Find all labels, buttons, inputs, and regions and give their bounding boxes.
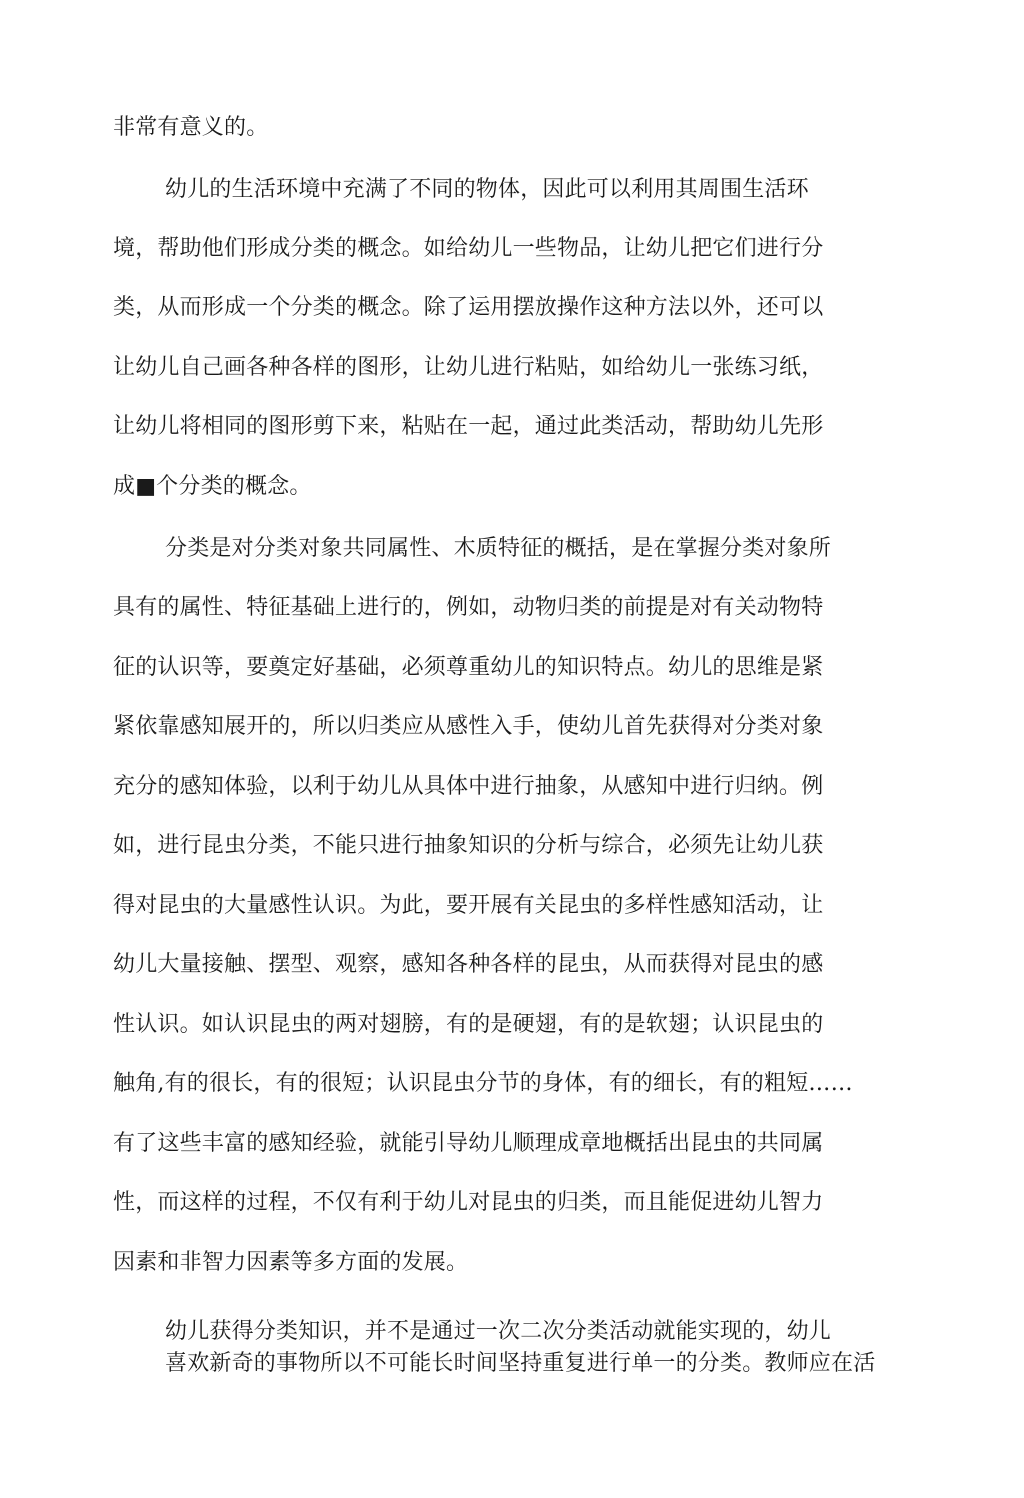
paragraph-first-line: 分类是对分类对象共同属性、木质特征的概括，是在掌握分类对象所 xyxy=(165,536,832,561)
paragraph-first-line: 幼儿获得分类知识，并不是通过一次二次分类活动就能实现的，幼儿 xyxy=(165,1319,832,1344)
text-line: 得对昆虫的大量感性认识。为此，要开展有关昆虫的多样性感知活动，让 xyxy=(113,893,824,918)
text-line: 非常有意义的。 xyxy=(113,115,269,140)
text-line: 性认识。如认识昆虫的两对翅膀，有的是硬翅，有的是软翅；认识昆虫的 xyxy=(113,1012,824,1037)
text-line: 喜欢新奇的事物所以不可能长时间坚持重复进行单一的分类。教师应在活 xyxy=(165,1351,876,1376)
text-line: 征的认识等，要奠定好基础，必须尊重幼儿的知识特点。幼儿的思维是紧 xyxy=(113,655,824,680)
text-line: 幼儿大量接触、摆型、观察，感知各种各样的昆虫，从而获得对昆虫的感 xyxy=(113,952,824,977)
text-line: 因素和非智力因素等多方面的发展。 xyxy=(113,1250,469,1275)
text-line: 让幼儿自己画各种各样的图形，让幼儿进行粘贴，如给幼儿一张练习纸， xyxy=(113,355,824,380)
text-line: 如，进行昆虫分类，不能只进行抽象知识的分析与综合，必须先让幼儿获 xyxy=(113,833,824,858)
paragraph-first-line: 幼儿的生活环境中充满了不同的物体，因此可以利用其周围生活环 xyxy=(165,177,809,202)
text-line: 成■个分类的概念。 xyxy=(113,474,312,499)
text-line: 触角,有的很长，有的很短；认识昆虫分节的身体，有的细长，有的粗短…… xyxy=(113,1071,853,1096)
text-line: 紧依靠感知展开的，所以归类应从感性入手，使幼儿首先获得对分类对象 xyxy=(113,714,824,739)
text-line: 让幼儿将相同的图形剪下来，粘贴在一起，通过此类活动，帮助幼儿先形 xyxy=(113,414,824,439)
text-line: 充分的感知体验，以利于幼儿从具体中进行抽象，从感知中进行归纳。例 xyxy=(113,774,824,799)
text-line: 境，帮助他们形成分类的概念。如给幼儿一些物品，让幼儿把它们进行分 xyxy=(113,236,824,261)
text-line: 有了这些丰富的感知经验，就能引导幼儿顺理成章地概括出昆虫的共同属 xyxy=(113,1131,824,1156)
text-line: 类，从而形成一个分类的概念。除了运用摆放操作这种方法以外，还可以 xyxy=(113,295,824,320)
text-line: 性，而这样的过程，不仅有利于幼儿对昆虫的归类，而且能促进幼儿智力 xyxy=(113,1190,824,1215)
text-line: 具有的属性、特征基础上进行的，例如，动物归类的前提是对有关动物特 xyxy=(113,595,824,620)
